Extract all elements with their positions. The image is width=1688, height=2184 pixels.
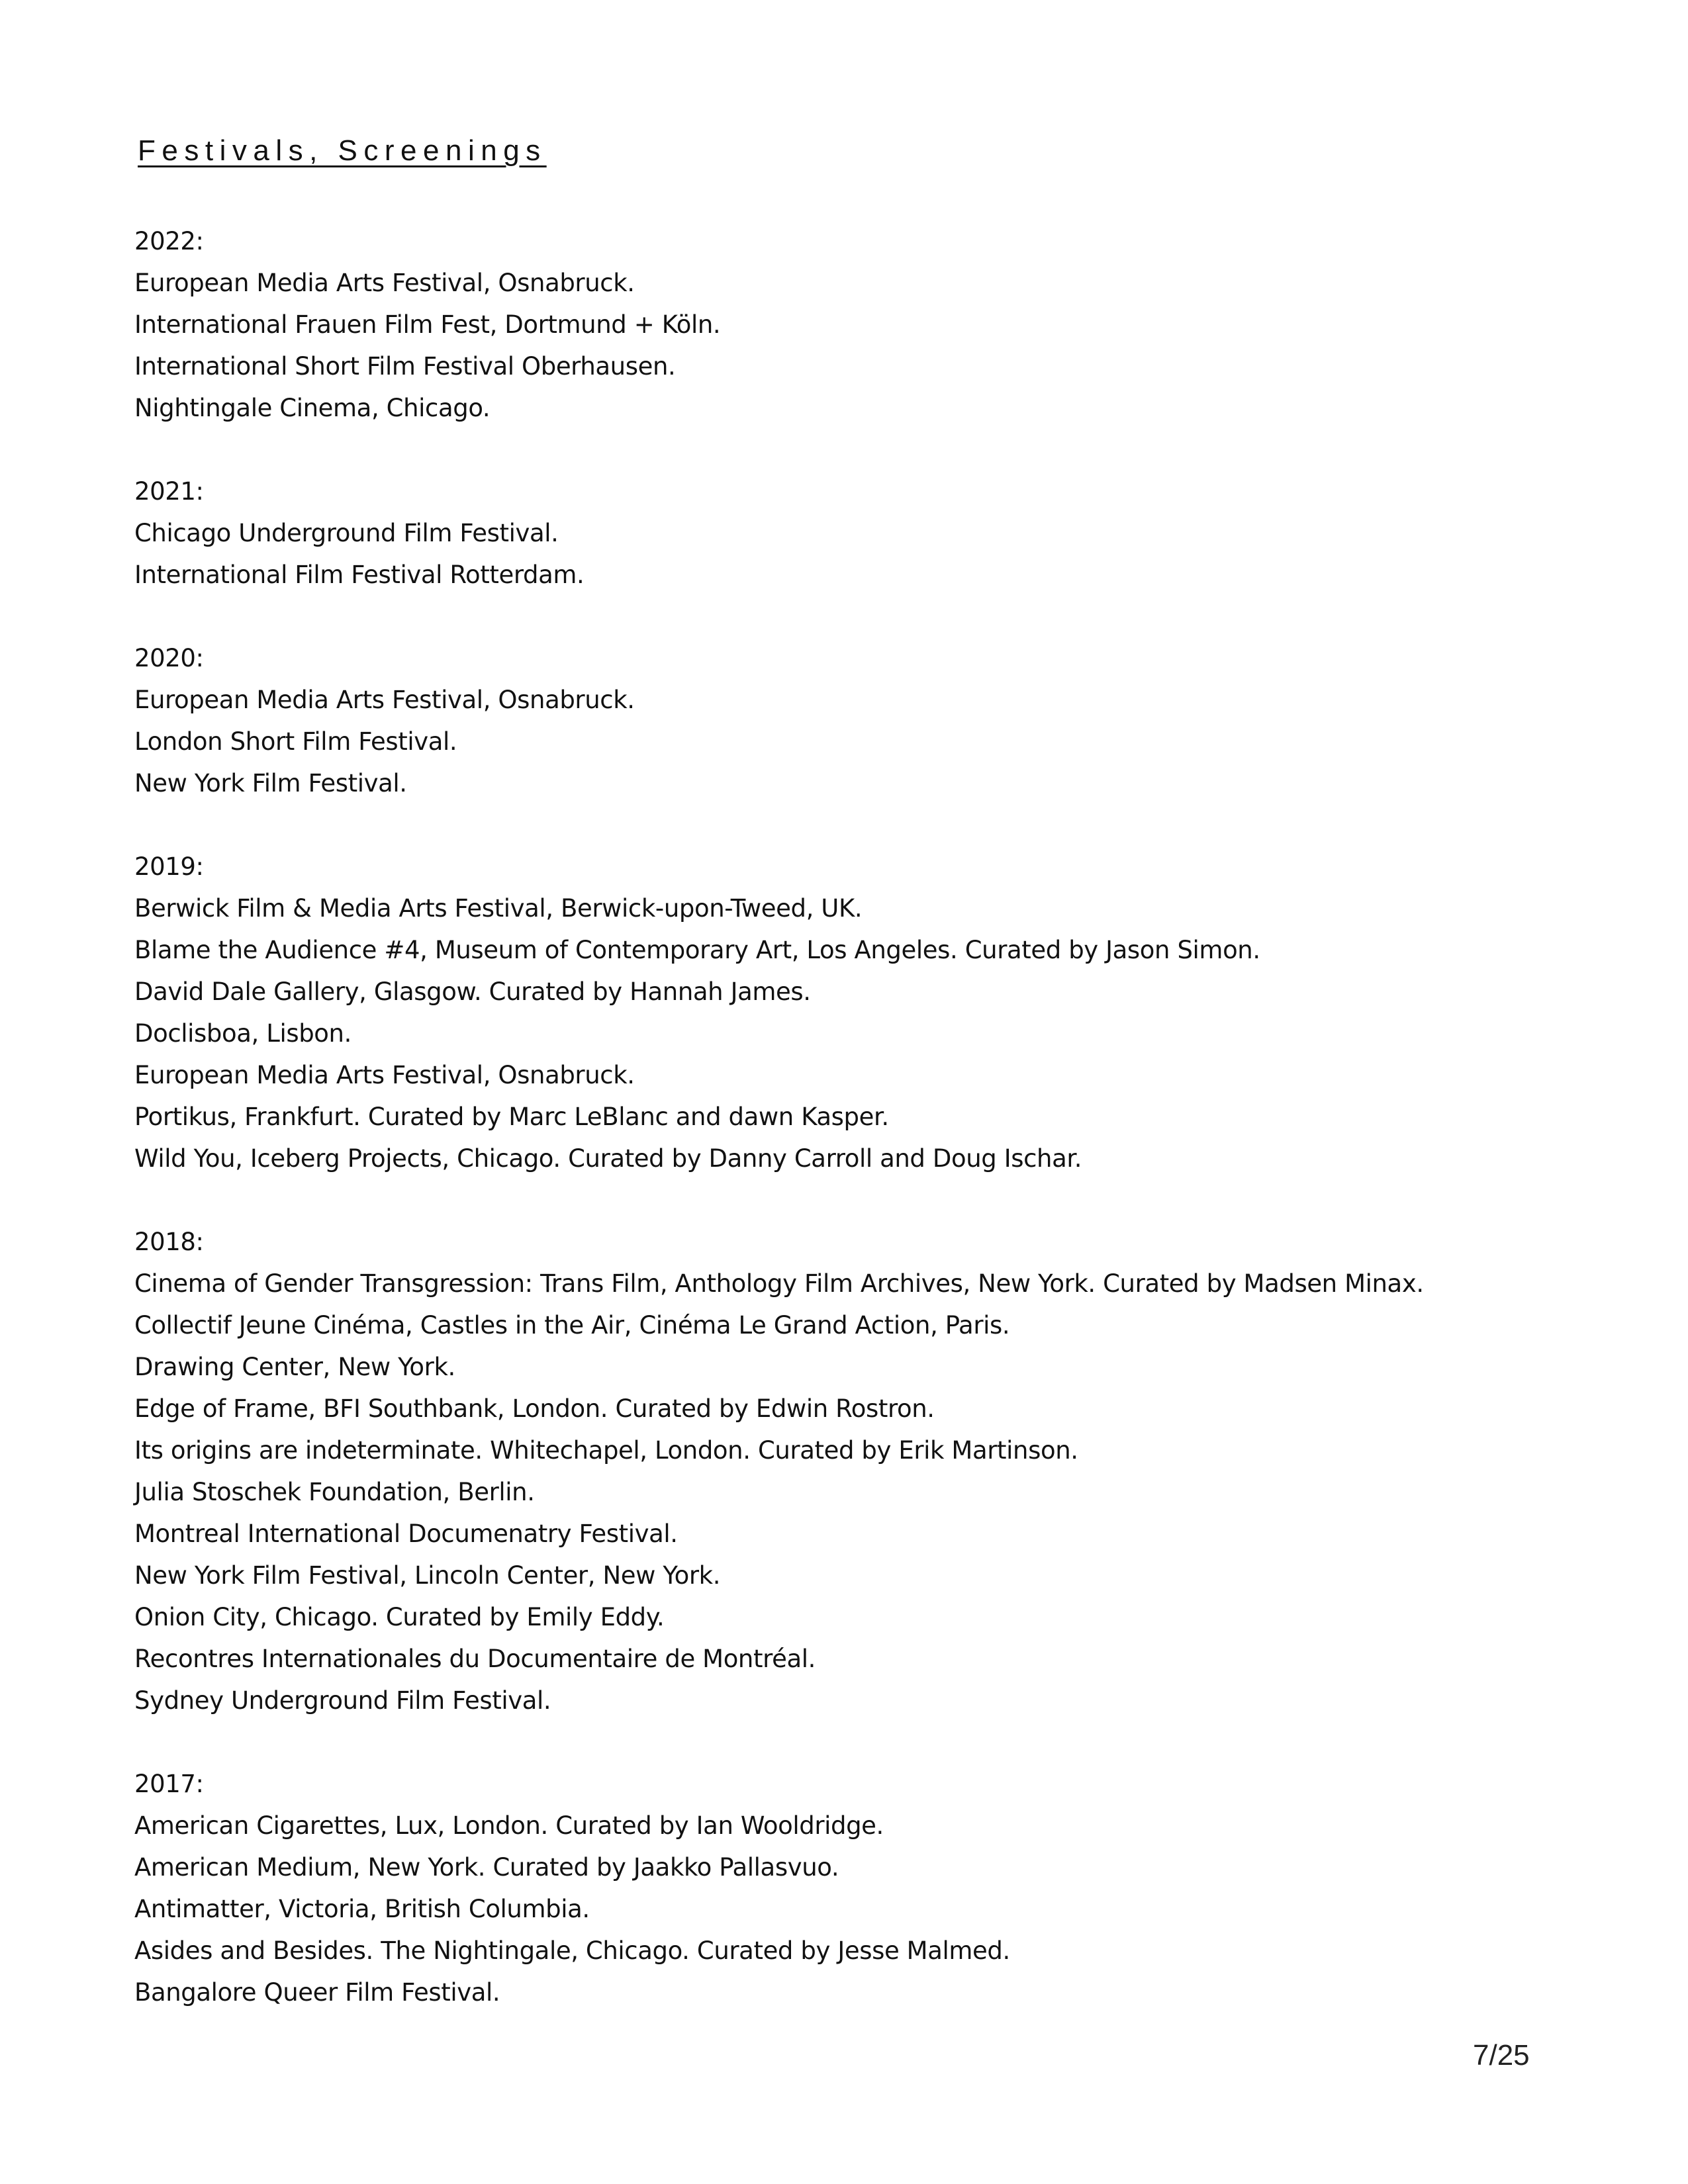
festival-entry: Bangalore Queer Film Festival. bbox=[134, 1978, 500, 2007]
year-heading: 2022: bbox=[134, 227, 204, 255]
year-heading: 2017: bbox=[134, 1770, 204, 1798]
festival-entry: International Short Film Festival Oberhausen. bbox=[134, 352, 676, 381]
festival-entry: International Film Festival Rotterdam. bbox=[134, 561, 585, 589]
year-section-2022 bbox=[134, 220, 1591, 429]
festival-entry: Blame the Audience #4, Museum of Contemporary Art, Los Angeles. Curated by Jason Simon. bbox=[134, 936, 1260, 964]
festival-entry: Montreal International Documenatry Festival. bbox=[134, 1520, 678, 1548]
festival-entry: International Frauen Film Fest, Dortmund + Köln. bbox=[134, 310, 721, 339]
festival-entry: London Short Film Festival. bbox=[134, 727, 457, 756]
festival-entry: American Cigarettes, Lux, London. Curated by Ian Wooldridge. bbox=[134, 1811, 884, 1840]
festival-entry: New York Film Festival, Lincoln Center, New York. bbox=[134, 1561, 721, 1590]
festival-entry: Doclisboa, Lisbon. bbox=[134, 1019, 352, 1048]
year-section-2020 bbox=[134, 637, 1591, 804]
year-heading: 2021: bbox=[134, 477, 204, 506]
festival-entry: Edge of Frame, BFI Southbank, London. Curated by Edwin Rostron. bbox=[134, 1394, 935, 1423]
year-heading: 2020: bbox=[134, 644, 204, 672]
festival-entry: David Dale Gallery, Glasgow. Curated by Hannah James. bbox=[134, 978, 811, 1006]
festival-entry: Onion City, Chicago. Curated by Emily Eddy. bbox=[134, 1603, 665, 1631]
festival-entry: Sydney Underground Film Festival. bbox=[134, 1686, 551, 1715]
festival-entry: Asides and Besides. The Nightingale, Chicago. Curated by Jesse Malmed. bbox=[134, 1936, 1010, 1965]
festival-entry: New York Film Festival. bbox=[134, 769, 407, 797]
year-section-2019 bbox=[134, 846, 1591, 1179]
festival-entry: Wild You, Iceberg Projects, Chicago. Curated by Danny Carroll and Doug Ischar. bbox=[134, 1144, 1082, 1173]
festival-entry: American Medium, New York. Curated by Jaakko Pallasvuo. bbox=[134, 1853, 839, 1882]
festival-entry: Collectif Jeune Cinéma, Castles in the Air, Cinéma Le Grand Action, Paris. bbox=[134, 1311, 1010, 1340]
festival-list bbox=[134, 220, 1591, 2055]
page-number: 7/25 bbox=[1473, 2039, 1530, 2071]
festival-entry: Its origins are indeterminate. Whitechapel, London. Curated by Erik Martinson. bbox=[134, 1436, 1078, 1465]
year-section-2021 bbox=[134, 471, 1591, 596]
festival-entry: Antimatter, Victoria, British Columbia. bbox=[134, 1895, 590, 1923]
year-heading: 2019: bbox=[134, 852, 204, 881]
festival-entry: Drawing Center, New York. bbox=[134, 1353, 455, 1381]
festival-entry: Berwick Film & Media Arts Festival, Berwick-upon-Tweed, UK. bbox=[134, 894, 863, 923]
festival-entry: European Media Arts Festival, Osnabruck. bbox=[134, 686, 635, 714]
year-section-2017 bbox=[134, 1763, 1591, 2013]
page-title: Festivals, Screenings bbox=[138, 134, 547, 167]
festival-entry: Chicago Underground Film Festival. bbox=[134, 519, 559, 547]
year-heading: 2018: bbox=[134, 1228, 204, 1256]
festival-entry: Julia Stoschek Foundation, Berlin. bbox=[134, 1478, 535, 1506]
festival-entry: Portikus, Frankfurt. Curated by Marc LeBlanc and dawn Kasper. bbox=[134, 1103, 889, 1131]
festival-entry: European Media Arts Festival, Osnabruck. bbox=[134, 1061, 635, 1089]
festival-entry: Recontres Internationales du Documentaire de Montréal. bbox=[134, 1645, 816, 1673]
year-section-2018 bbox=[134, 1221, 1591, 1721]
festival-entry: Cinema of Gender Transgression: Trans Film, Anthology Film Archives, New York. Curated by Madsen Minax. bbox=[134, 1269, 1424, 1298]
festival-entry: European Media Arts Festival, Osnabruck. bbox=[134, 269, 635, 297]
festival-entry: Nightingale Cinema, Chicago. bbox=[134, 394, 491, 422]
